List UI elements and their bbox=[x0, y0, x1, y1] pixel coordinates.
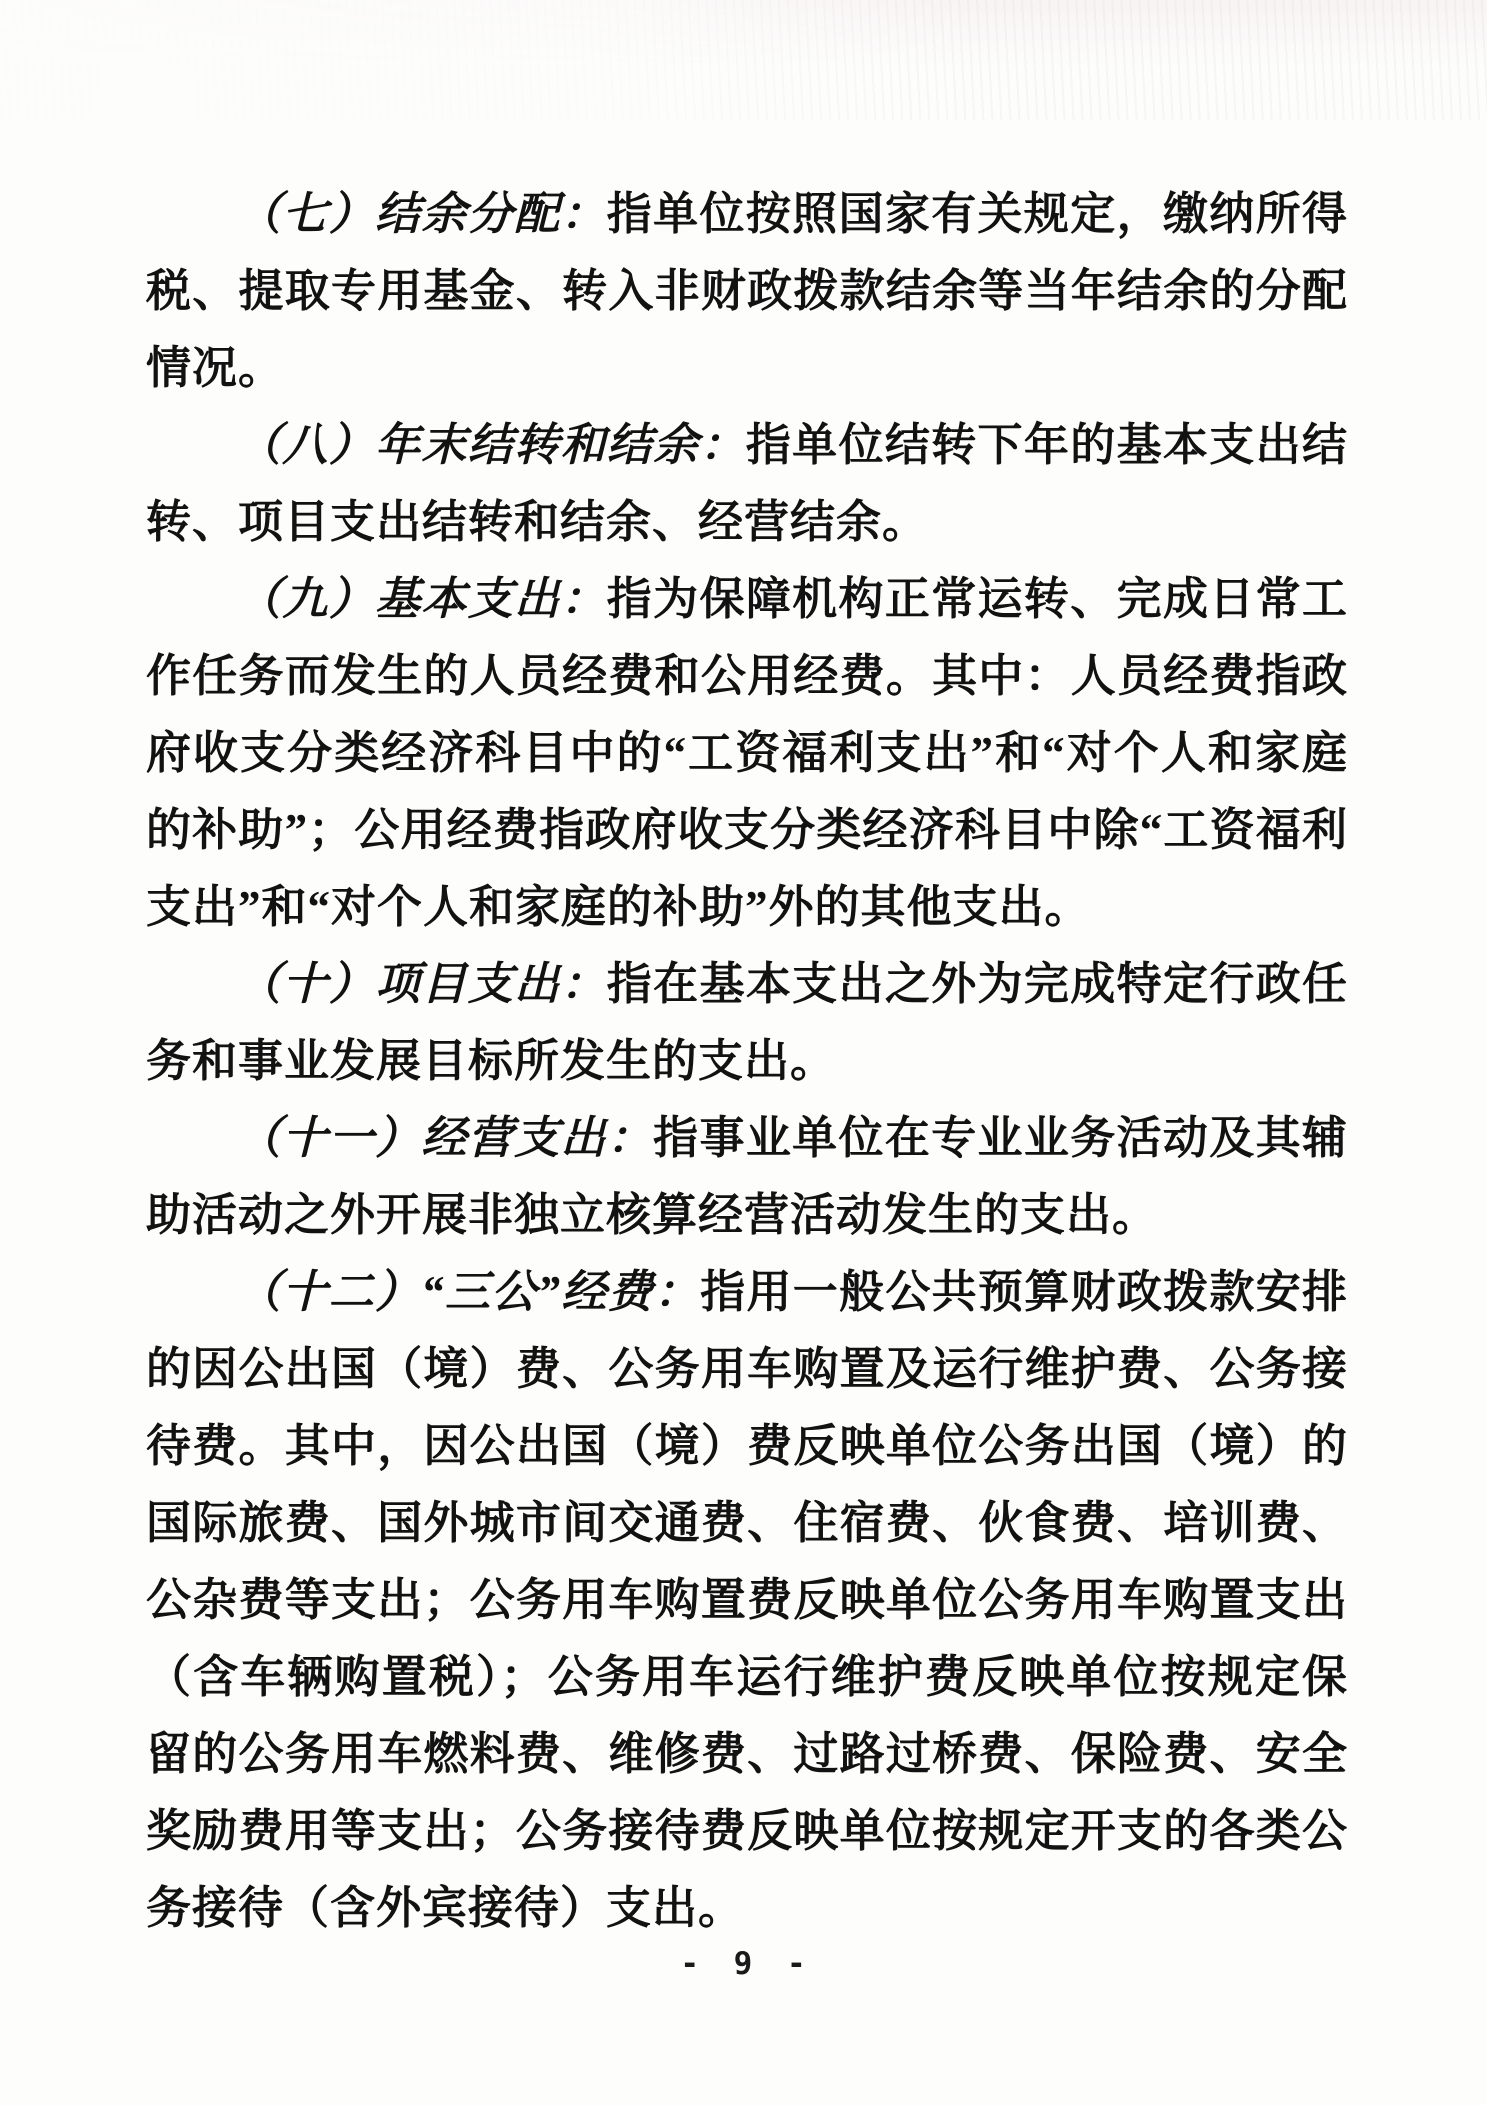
paragraph-lead: （十二）“三公”经费： bbox=[236, 1267, 701, 1317]
paragraph-item-8 bbox=[146, 407, 1348, 561]
paragraph-lead: （九）基本支出： bbox=[236, 574, 607, 624]
paragraph-text: 指单位按照国家有关规定，缴纳所得税、提取专用基金、转入非财政拨款结余等当年结余的分配情况。 bbox=[146, 189, 1348, 393]
paragraph-lead: （八）年末结转和结余： bbox=[236, 420, 746, 470]
paragraph-item-11 bbox=[146, 1100, 1348, 1254]
paragraph-text: 指事业单位在专业业务活动及其辅助活动之外开展非独立核算经营活动发生的支出。 bbox=[146, 1113, 1348, 1240]
paragraph-item-10 bbox=[146, 946, 1348, 1100]
paragraph-lead: （十一）经营支出： bbox=[236, 1113, 654, 1163]
document-body bbox=[146, 176, 1348, 1947]
paragraph-lead: （十）项目支出： bbox=[236, 959, 607, 1009]
paragraph-text: 指用一般公共预算财政拨款安排的因公出国（境）费、公务用车购置及运行维护费、公务接待费。其中，因公出国（境）费反映单位公务出国（境）的国际旅费、国外城市间交通费、住宿费、伙食费、培训费、公杂费等支出；公务用车购置费反映单位公务用车购置支出（含车辆购置税）；公务用车运行维护费反映单位按规定保留的公务用车燃料费、维修费、过路过桥费、保险费、安全奖励费用等支出；公务接待费反映单位按规定开支的各类公务接待（含外宾接待）支出。 bbox=[146, 1267, 1348, 1933]
paragraph-text: 指单位结转下年的基本支出结转、项目支出结转和结余、经营结余。 bbox=[146, 420, 1348, 547]
paragraph-item-7 bbox=[146, 176, 1348, 407]
paragraph-item-9 bbox=[146, 561, 1348, 946]
page-number: - 9 - bbox=[680, 1946, 814, 1982]
paragraph-lead: （七）结余分配： bbox=[236, 189, 607, 239]
paragraph-text: 指为保障机构正常运转、完成日常工作任务而发生的人员经费和公用经费。其中：人员经费指政府收支分类经济科目中的“工资福利支出”和“对个人和家庭的补助”；公用经费指政府收支分类经济科目中除“工资福利支出”和“对个人和家庭的补助”外的其他支出。 bbox=[146, 574, 1348, 932]
scan-noise-artifact bbox=[0, 0, 1487, 120]
paragraph-item-12 bbox=[146, 1254, 1348, 1947]
paragraph-text: 指在基本支出之外为完成特定行政任务和事业发展目标所发生的支出。 bbox=[146, 959, 1348, 1086]
